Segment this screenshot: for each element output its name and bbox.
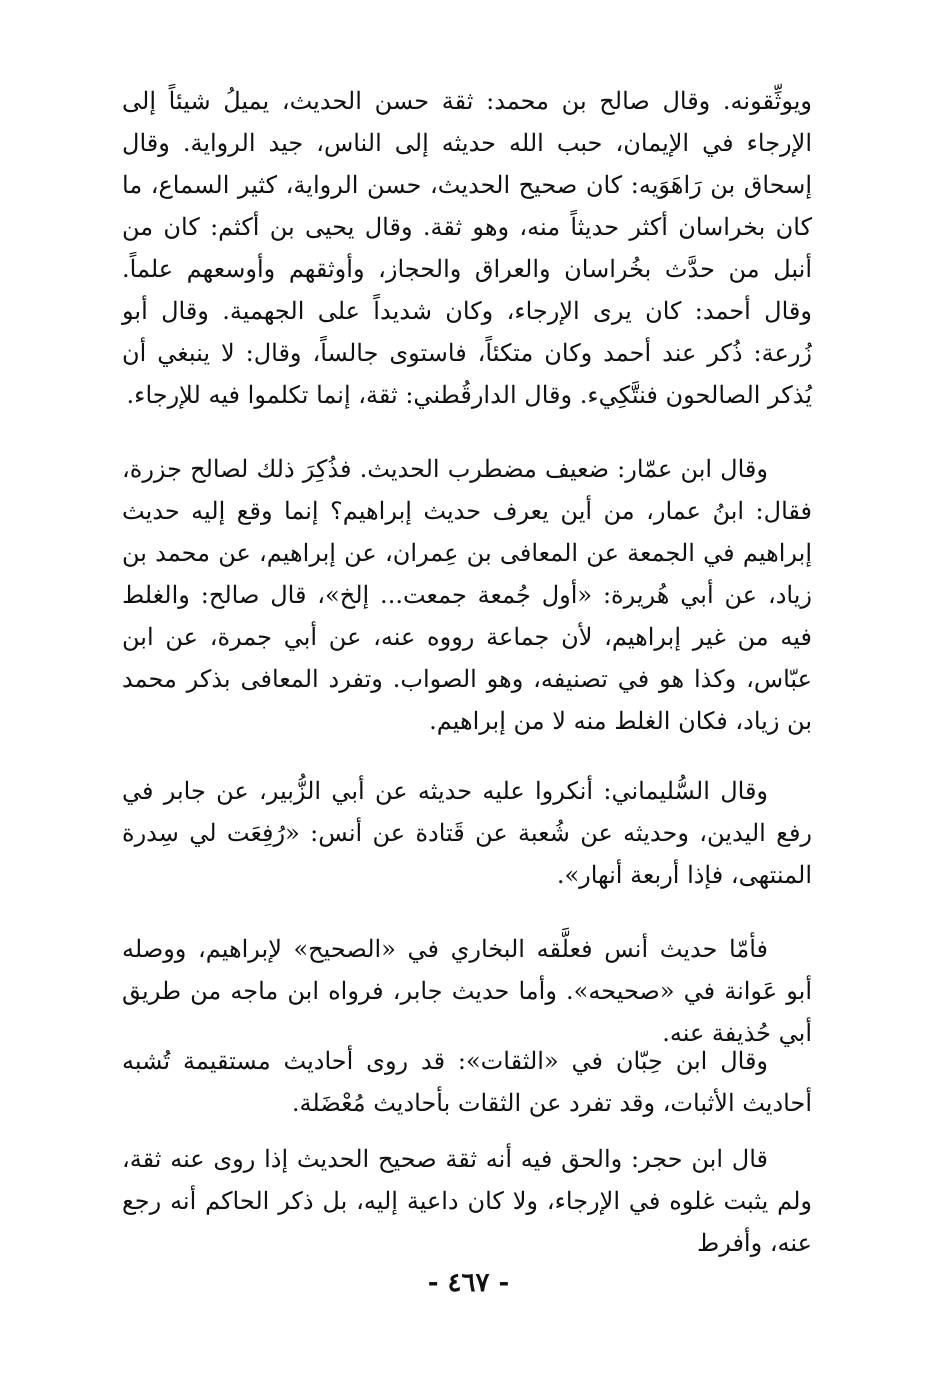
paragraph-4: فأمّا حديث أنس فعلَّقه البخاري في «الصحيح» لإبراهيم، ووصله أبو عَوانة في «صحيحه». وأما حديث جابر، فرواه ابن ماجه من طريق أبي حُذيفة عنه. xyxy=(122,935,812,1047)
paragraph-3: وقال السُّليماني: أنكروا عليه حديثه عن أبي الزُّبير، عن جابر في رفع اليدين، وحديثه عن شُعبة عن قَتادة عن أنس: «رُفِعَت لي سِدرة المنتهى، فإذا أربعة أنهار». xyxy=(122,777,813,889)
paragraph-2: وقال ابن عمّار: ضعيف مضطرب الحديث. فذُكِرَ ذلك لصالح جزرة، فقال: ابنُ عمار، من أين يعرف حديث إبراهيم؟ إنما وقع إليه حديث إبراهيم في الجمعة عن المعافى بن عِمران، عن إبراهيم، عن محمد بن زياد، عن أبي هُريرة: «أول جُمعة جمعت... إلخ»، قال صالح: والغلط فيه من غير إبراهيم، لأن جماعة رووه عنه، عن أبي جمرة، عن ابن عبّاس، وكذا هو في تصنيفه، وهو الصواب. وتفرد المعافى بذكر محمد بن زياد، فكان الغلط منه لا من إبراهيم. xyxy=(122,455,812,735)
paragraph-6: قال ابن حجر: والحق فيه أنه ثقة صحيح الحديث إذا روى عنه ثقة، ولم يثبت غلوه في الإرجاء، ولا كان داعية إليه، بل ذكر الحاكم أنه رجع عنه، وأفرط xyxy=(122,1145,812,1257)
paragraph-1: ويوثِّقونه. وقال صالح بن محمد: ثقة حسن الحديث، يميلُ شيئاً إلى الإرجاء في الإيمان، حبب الله حديثه إلى الناس، جيد الرواية. وقال إسحاق بن رَاهَوَيه: كان صحيح الحديث، حسن الرواية، كثير السماع، ما كان بخراسان أكثر حديثاً منه، وهو ثقة. وقال يحيى بن أكثم: كان من أنبل من حدَّث بخُراسان والعراق والحجاز، وأوثقهم وأوسعهم علماً. وقال أحمد: كان يرى الإرجاء، وكان شديداً على الجهمية. وقال أبو زُرعة: ذُكر عند أحمد وكان متكئاً، فاستوى جالساً، وقال: لا ينبغي أن يُذكر الصالحون فنتَّكِيء. وقال الدارقُطني: ثقة، إنما تكلموا فيه للإرجاء. xyxy=(122,87,813,409)
paragraph-5: وقال ابن حِبّان في «الثقات»: قد روى أحاديث مستقيمة تُشبه أحاديث الأثبات، وقد تفرد عن الثقات بأحاديث مُعْضَلة. xyxy=(122,1047,812,1117)
page-number: - ٤٦٧ - xyxy=(427,1268,510,1298)
